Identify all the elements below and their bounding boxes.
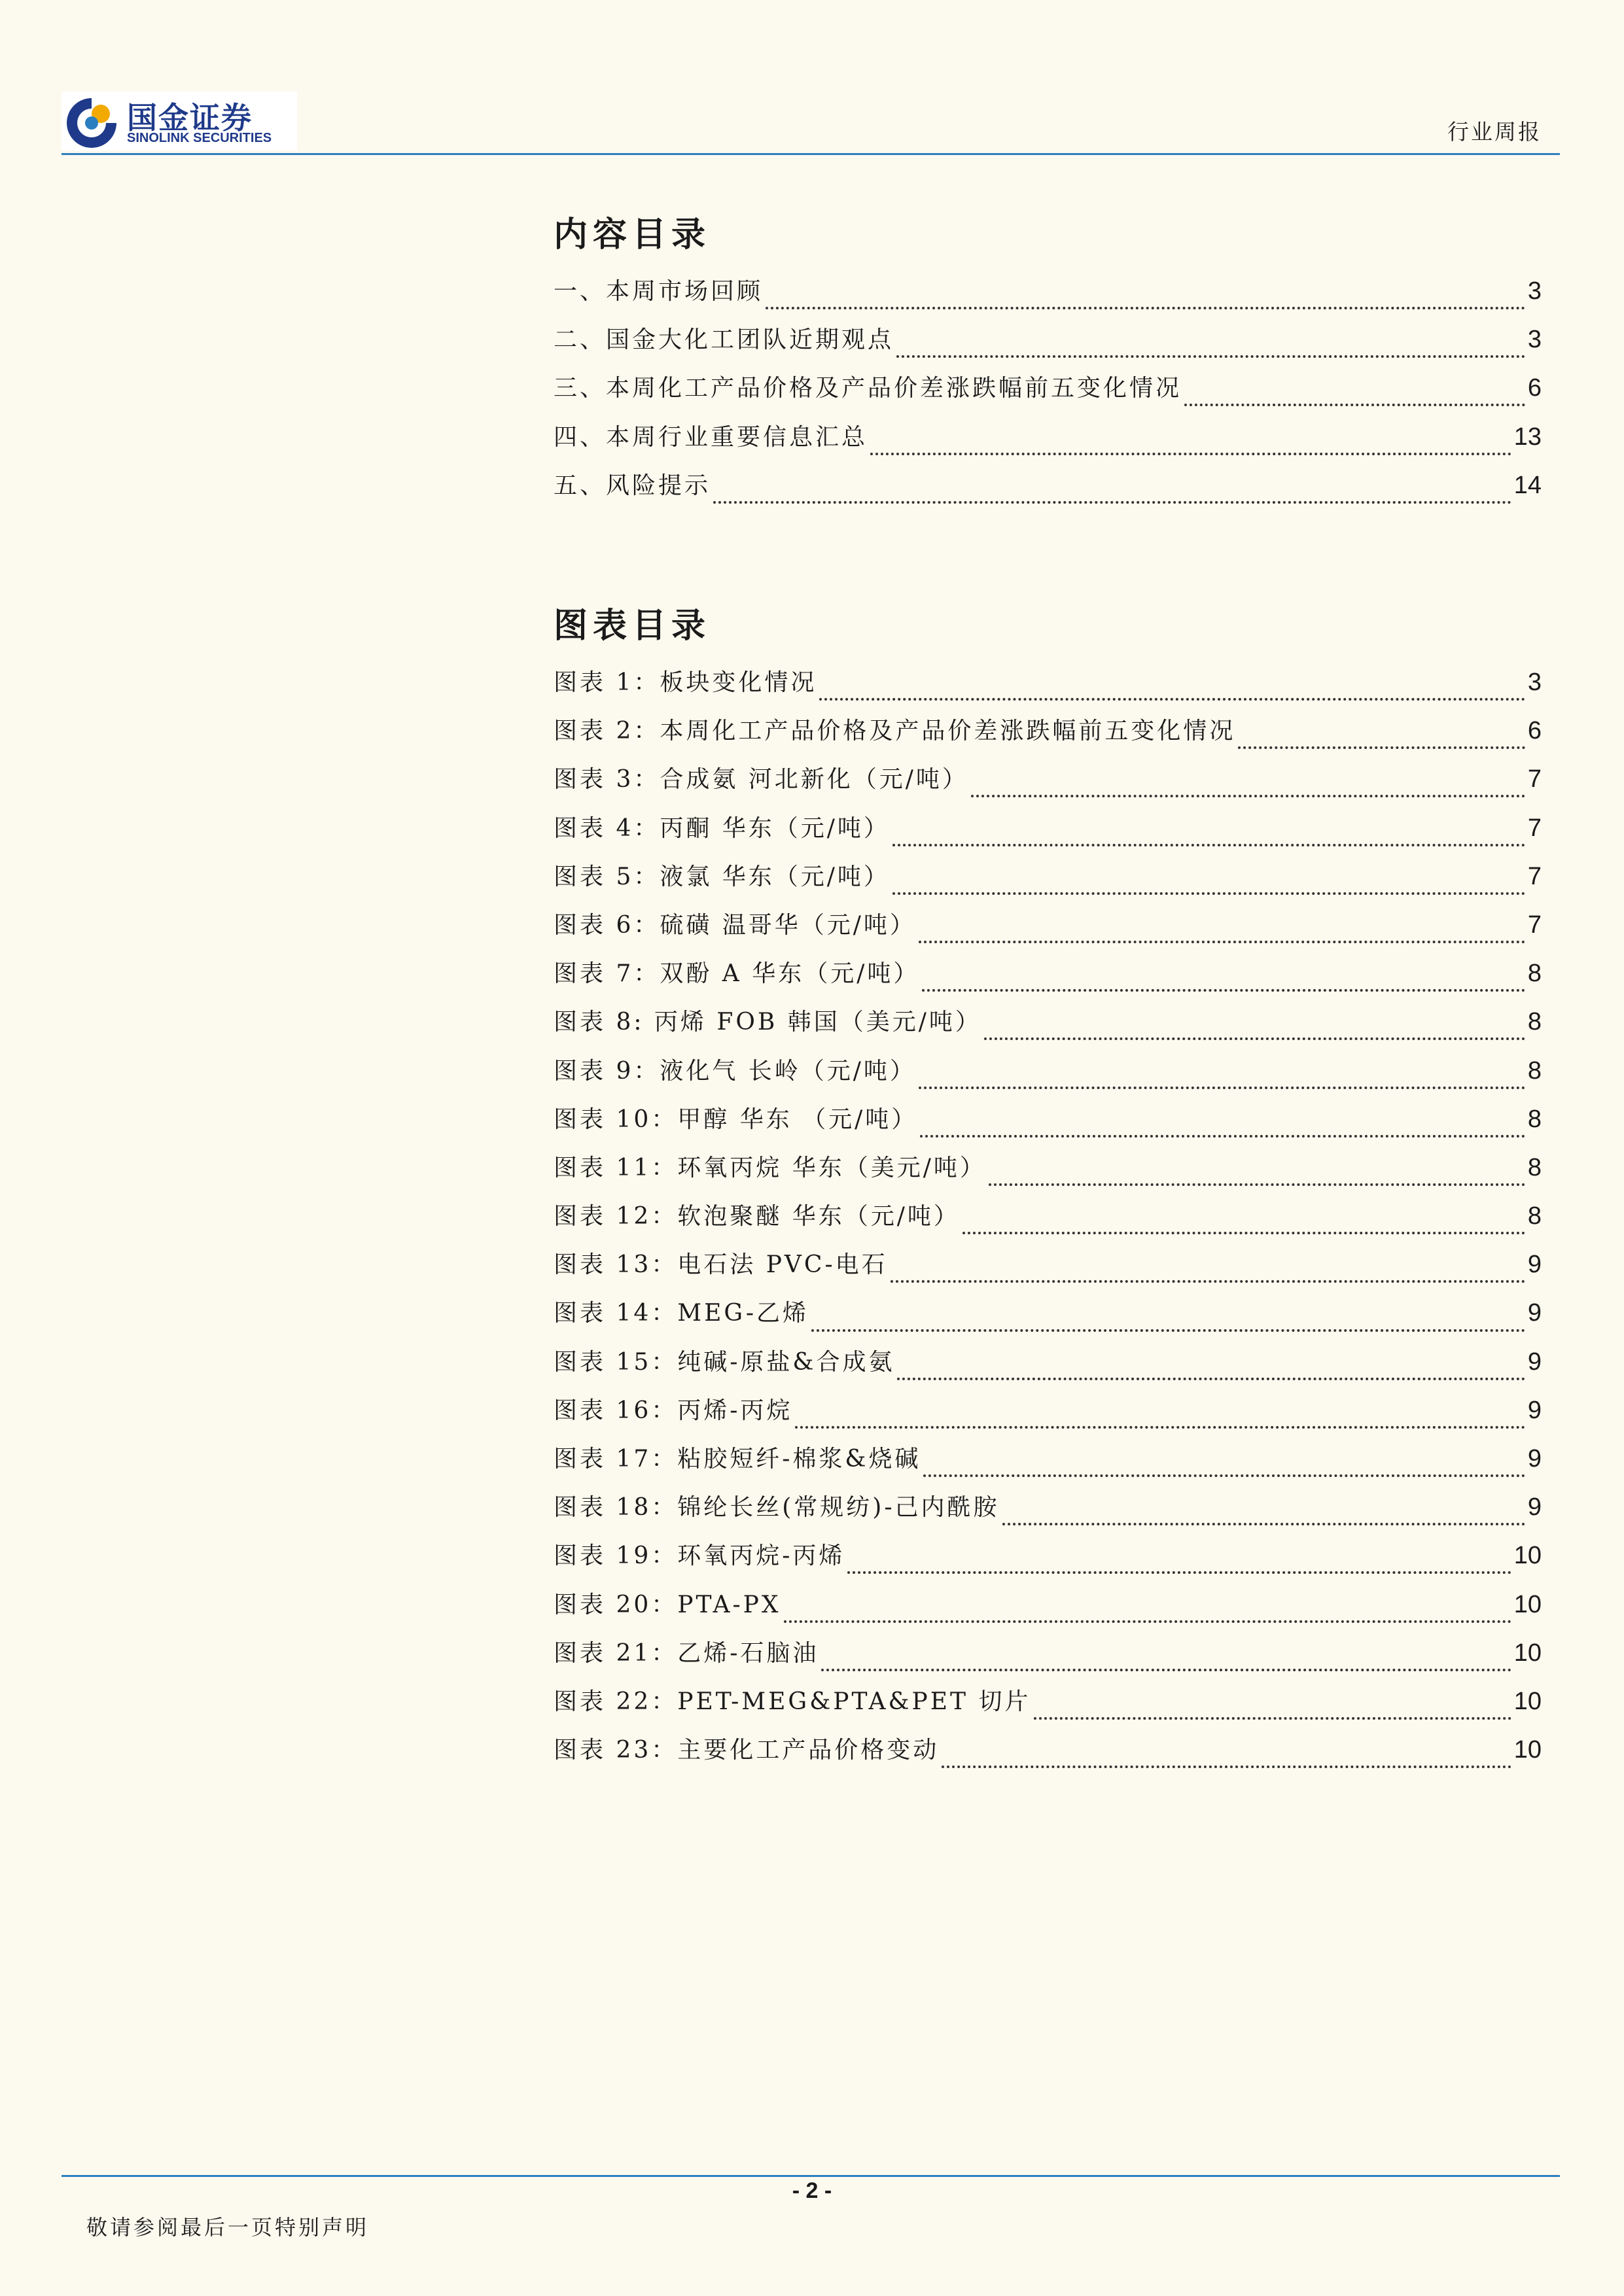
figure-entry[interactable] [554,1095,1542,1143]
dot-leader [971,769,1525,797]
figure-entry-title[interactable]: 图表 11：环氧丙烷 华东（美元/吨） [554,1154,986,1181]
dot-leader [923,1448,1525,1477]
contents-entry[interactable] [554,461,1542,510]
figure-entry-page-number[interactable]: 8 [1527,1008,1542,1036]
contents-section [554,209,1542,510]
figure-entry-title[interactable]: 图表 2：本周化工产品价格及产品价差涨跌幅前五变化情况 [554,718,1236,745]
figure-entry[interactable] [554,804,1542,852]
figure-entry-page-number[interactable]: 7 [1527,765,1542,793]
figure-entry[interactable] [554,755,1542,803]
figure-entry-page-number[interactable]: 10 [1513,1542,1542,1570]
figure-entry-title[interactable]: 图表 21：乙烯-石脑油 [554,1639,819,1667]
contents-entry-page-number[interactable]: 3 [1527,326,1542,354]
contents-entry-title[interactable]: 四、本周行业重要信息汇总 [554,423,868,451]
dot-leader [897,1351,1525,1380]
dot-leader [819,672,1525,701]
figure-entry-page-number[interactable]: 9 [1527,1348,1542,1376]
figure-entry-title[interactable]: 图表 8: 丙烯 FOB 韩国（美元/吨） [554,1009,981,1036]
figure-entry-page-number[interactable]: 9 [1527,1445,1542,1472]
dot-leader [989,1157,1525,1186]
figure-entry-page-number[interactable]: 7 [1527,911,1542,939]
figure-entry-page-number[interactable]: 10 [1513,1639,1542,1667]
contents-entry-title[interactable]: 五、风险提示 [554,472,711,499]
figure-entry-title[interactable]: 图表 7：双酚 A 华东（元/吨） [554,960,920,988]
figure-entry-title[interactable]: 图表 10：甲醇 华东 （元/吨） [554,1105,918,1133]
figure-entry[interactable] [554,1483,1542,1531]
figure-entry-page-number[interactable]: 10 [1513,1687,1542,1715]
figure-entry[interactable] [554,1726,1542,1774]
dot-leader [984,1011,1525,1040]
footer-divider [62,2175,1560,2177]
figure-entry-page-number[interactable]: 6 [1527,717,1542,745]
dot-leader [1002,1497,1525,1525]
contents-entry-page-number[interactable]: 3 [1527,277,1542,305]
figures-section [554,600,1542,1774]
figure-entry-page-number[interactable]: 8 [1527,960,1542,988]
page-number: - 2 - [792,2178,832,2203]
dot-leader [1034,1691,1511,1720]
dot-leader [847,1545,1511,1574]
figure-entry[interactable] [554,1289,1542,1337]
figure-entry-title[interactable]: 图表 16：丙烯-丙烷 [554,1397,793,1424]
figure-entry-page-number[interactable]: 8 [1527,1105,1542,1133]
figure-entry-title[interactable]: 图表 1：板块变化情况 [554,669,817,696]
figure-entry[interactable] [554,1047,1542,1095]
contents-entry-page-number[interactable]: 13 [1513,423,1542,451]
contents-entry-page-number[interactable]: 6 [1527,374,1542,402]
contents-entry[interactable] [554,364,1542,412]
figure-entry[interactable] [554,1192,1542,1240]
dot-leader [920,1109,1525,1138]
figure-entry-title[interactable]: 图表 13：电石法 PVC-电石 [554,1251,888,1279]
dot-leader [922,963,1525,992]
figure-entry-title[interactable]: 图表 15：纯碱-原盐&合成氨 [554,1348,895,1376]
figure-entry-page-number[interactable]: 8 [1527,1056,1542,1085]
figure-entry[interactable] [554,1386,1542,1435]
logo-english-name: SINOLINK SECURITIES [127,131,272,145]
dot-leader [811,1303,1525,1332]
figure-entry[interactable] [554,1240,1542,1289]
figure-entry-page-number[interactable]: 9 [1527,1251,1542,1279]
figure-entry[interactable] [554,852,1542,901]
figure-entry[interactable] [554,658,1542,706]
figure-entry-title[interactable]: 图表 19：环氧丙烷-丙烯 [554,1542,845,1570]
figure-entry[interactable] [554,949,1542,998]
contents-entry-title[interactable]: 二、国金大化工团队近期观点 [554,326,894,354]
figure-entry-page-number[interactable]: 10 [1513,1736,1542,1764]
logo-chinese-name: 国金证券 [127,100,253,135]
header-divider [62,153,1560,155]
contents-title: 内容目录 [554,215,711,254]
contents-list [554,267,1542,510]
figure-entry-page-number[interactable]: 8 [1527,1202,1542,1230]
dot-leader [821,1643,1511,1671]
contents-entry[interactable] [554,413,1542,461]
figure-entry[interactable] [554,998,1542,1046]
figure-entry-page-number[interactable]: 9 [1527,1396,1542,1424]
figure-entry-title[interactable]: 图表 17：粘胶短纤-棉浆&烧碱 [554,1446,921,1472]
contents-entry-title[interactable]: 一、本周市场回顾 [554,278,764,305]
contents-entry-title[interactable]: 三、本周化工产品价格及产品价差涨跌幅前五变化情况 [554,375,1182,402]
figure-entry[interactable] [554,1338,1542,1386]
dot-leader [1184,377,1525,406]
figure-entry-page-number[interactable]: 3 [1527,669,1542,696]
figure-entry-title[interactable]: 图表 12：软泡聚醚 华东（元/吨） [554,1203,960,1230]
figure-entry-title[interactable]: 图表 20：PTA-PX [554,1591,781,1618]
dot-leader [713,475,1511,504]
company-logo [62,92,297,150]
sinolink-logo-icon [64,96,119,150]
figure-entry-page-number[interactable]: 9 [1527,1299,1542,1327]
dot-leader [962,1206,1525,1234]
dot-leader [942,1739,1511,1768]
contents-entry[interactable] [554,315,1542,364]
dot-leader [892,818,1525,846]
dot-leader [891,1254,1525,1283]
dot-leader [784,1594,1511,1623]
dot-leader [766,281,1525,309]
figure-entry[interactable] [554,1677,1542,1726]
figure-entry[interactable] [554,706,1542,755]
dot-leader [892,866,1525,895]
figure-entry-title[interactable]: 图表 9：液化气 长岭（元/吨） [554,1057,916,1085]
figure-entry[interactable] [554,901,1542,949]
figure-entry-title[interactable]: 图表 3：合成氨 河北新化（元/吨） [554,766,968,793]
figure-entry[interactable] [554,1531,1542,1580]
figure-entry-title[interactable]: 图表 14：MEG-乙烯 [554,1300,809,1327]
figure-entry-title[interactable]: 图表 6：硫磺 温哥华（元/吨） [554,911,916,939]
page-header [0,0,1624,157]
dot-leader [870,426,1511,455]
dot-leader [919,1060,1525,1089]
figure-entry-title[interactable]: 图表 23：主要化工产品价格变动 [554,1737,940,1764]
figure-entry-page-number[interactable]: 9 [1527,1493,1542,1522]
dot-leader [919,914,1525,943]
figure-entry-page-number[interactable]: 10 [1513,1590,1542,1618]
contents-entry[interactable] [554,267,1542,315]
figure-entry-title[interactable]: 图表 5：液氯 华东（元/吨） [554,863,890,890]
figure-entry[interactable] [554,1580,1542,1629]
figure-entry[interactable] [554,1143,1542,1192]
figures-list [554,658,1542,1774]
footer-disclaimer: 敬请参阅最后一页特别声明 [86,2215,370,2240]
figure-entry-title[interactable]: 图表 18：锦纶长丝(常规纺)-己内酰胺 [554,1494,1000,1522]
figures-title: 图表目录 [554,606,711,646]
figure-entry[interactable] [554,1629,1542,1677]
report-type-label: 行业周报 [1447,119,1542,145]
contents-entry-page-number[interactable]: 14 [1513,471,1542,499]
figure-entry-title[interactable]: 图表 22：PET-MEG&PTA&PET 切片 [554,1688,1031,1715]
figure-entry-page-number[interactable]: 8 [1527,1153,1542,1181]
dot-leader [896,329,1525,358]
figure-entry-title[interactable]: 图表 4：丙酮 华东（元/吨） [554,814,890,842]
dot-leader [1238,720,1525,749]
figure-entry-page-number[interactable]: 7 [1527,814,1542,842]
figure-entry-page-number[interactable]: 7 [1527,862,1542,890]
dot-leader [795,1400,1525,1429]
figure-entry[interactable] [554,1435,1542,1483]
